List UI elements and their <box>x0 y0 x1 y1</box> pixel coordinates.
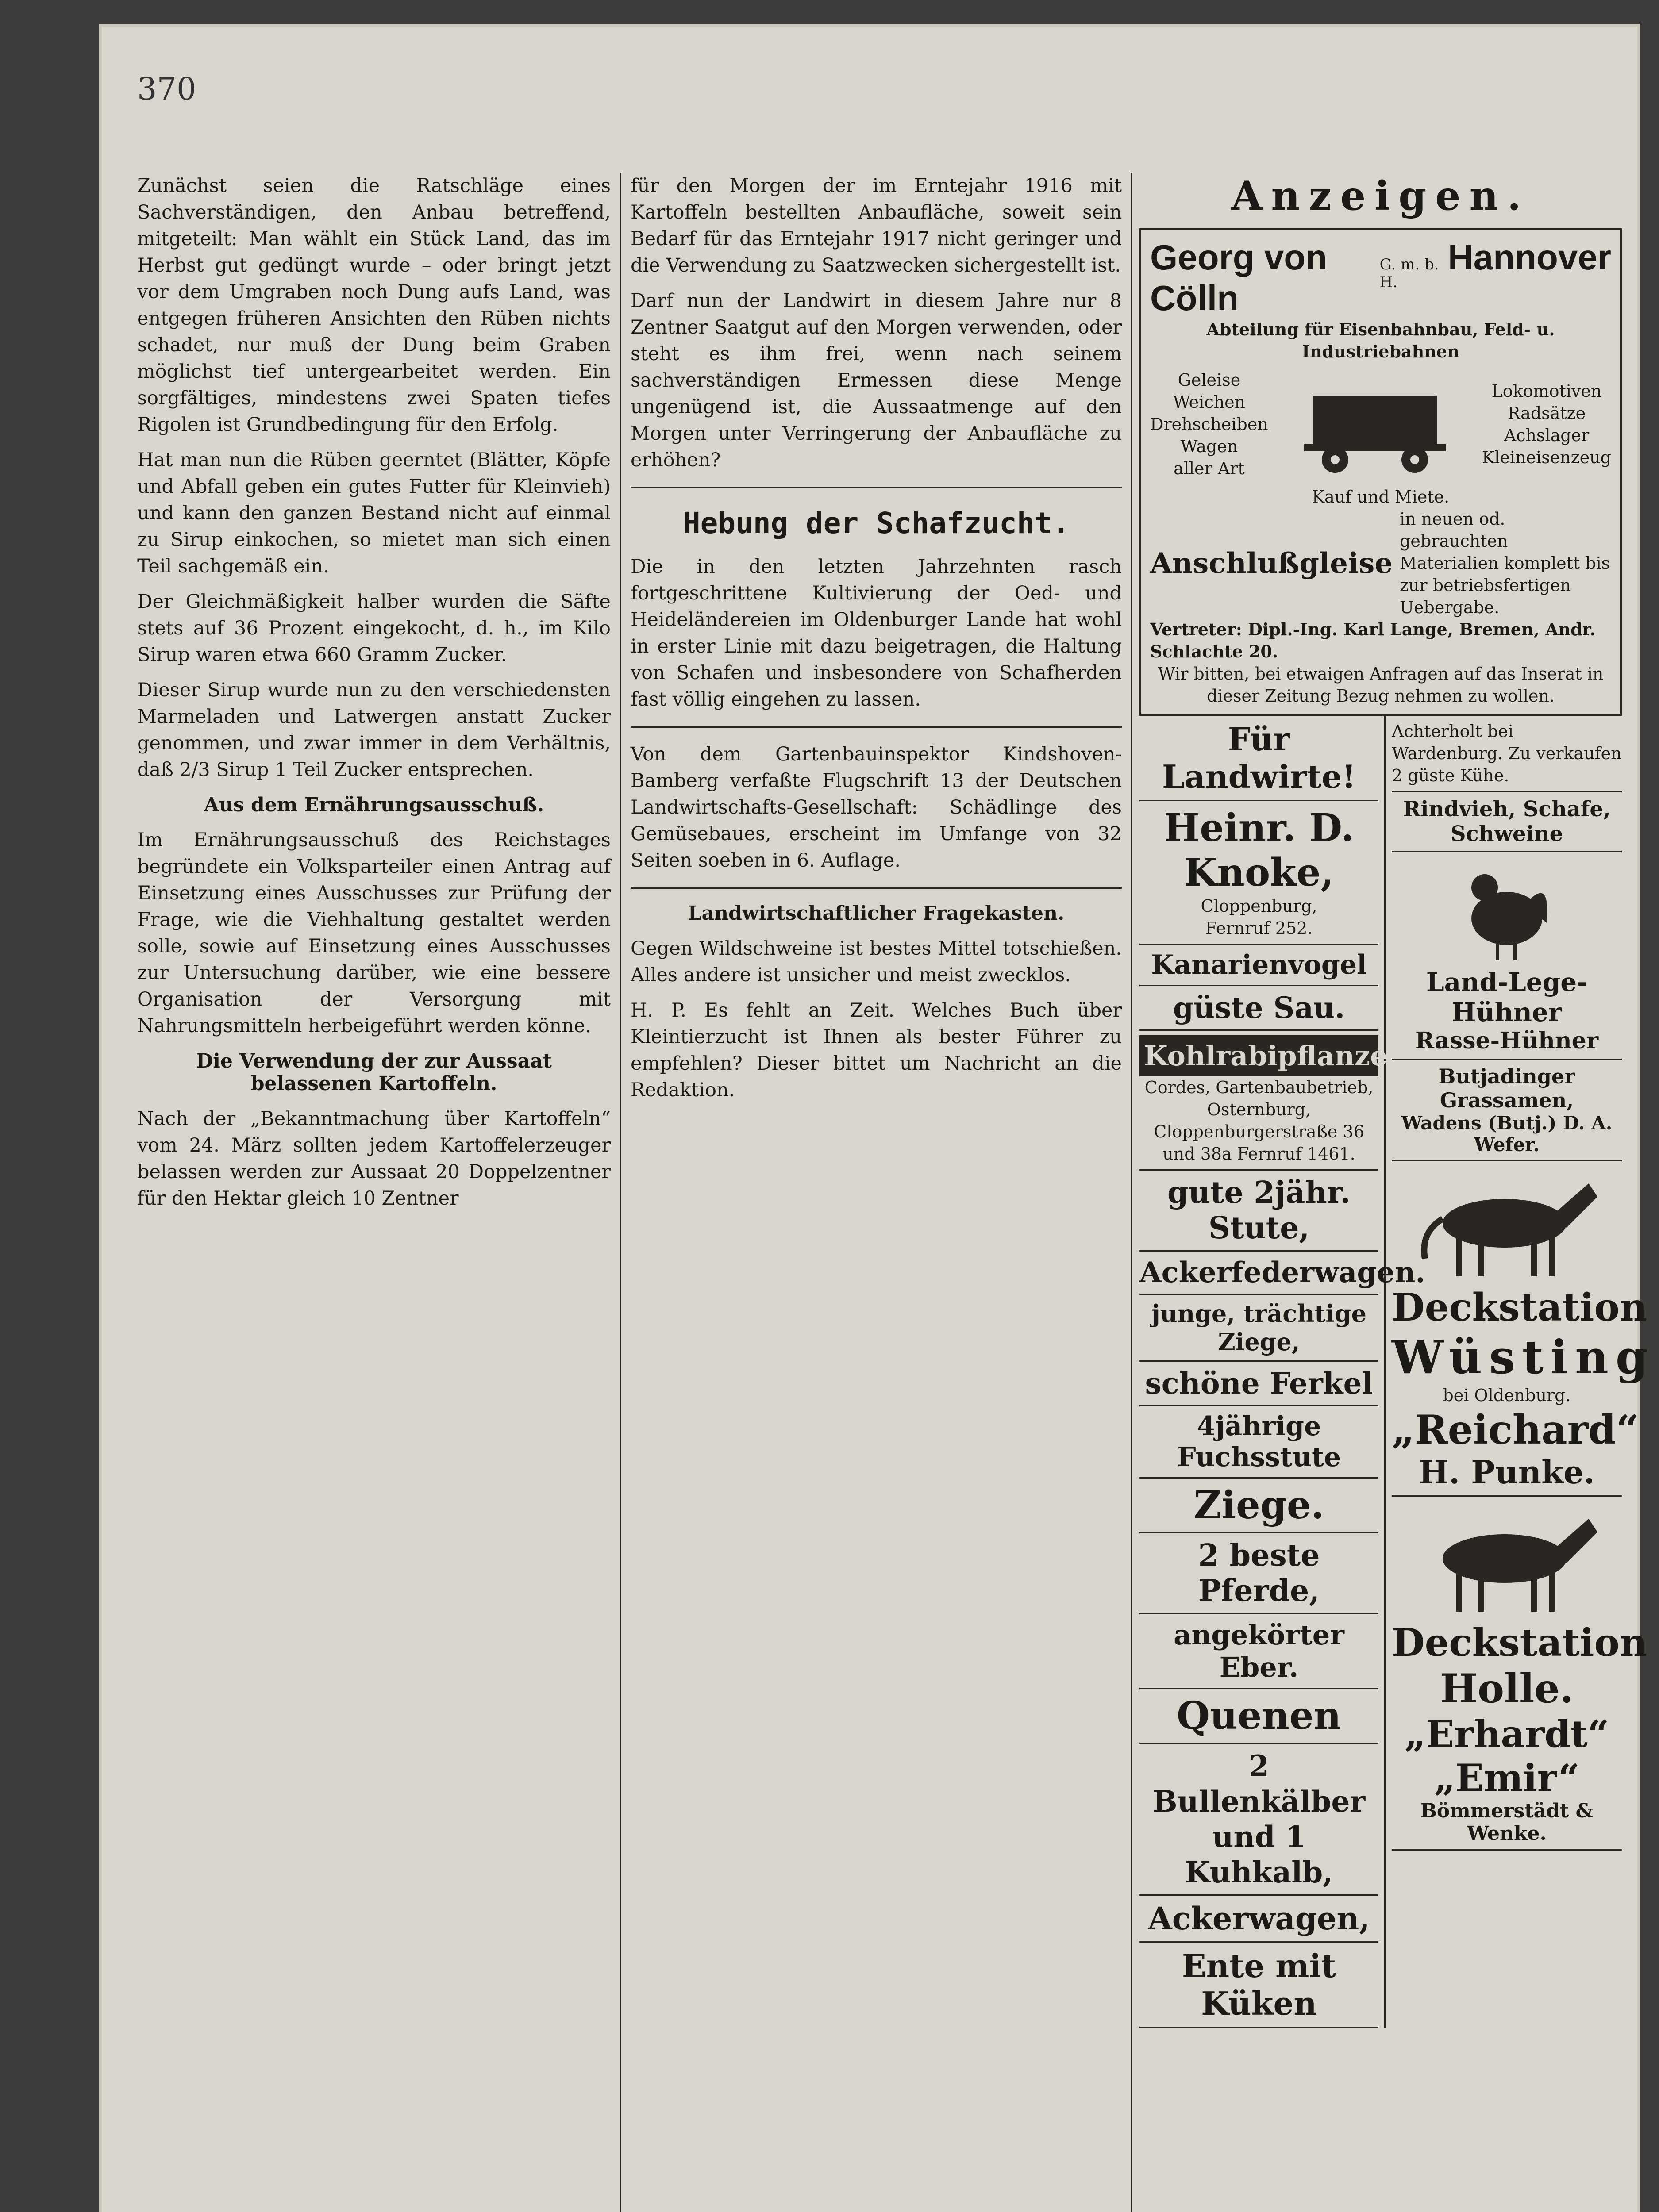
list-item: Wagen <box>1180 437 1238 456</box>
column-1 <box>137 173 611 1221</box>
ad <box>1139 945 1378 986</box>
company-city: Hannover <box>1448 238 1611 277</box>
ad-text: Bömmerstädt & Wenke. <box>1420 1800 1594 1845</box>
ad-heading: Rindvieh, Schafe, Schweine <box>1403 797 1611 846</box>
ad-text: Wadens (Butj.) D. A. Wefer. <box>1401 1112 1613 1156</box>
ad-text: Cloppenburg, <box>1201 896 1317 916</box>
ad <box>1392 852 1622 1060</box>
ad <box>1139 1614 1378 1689</box>
rooster-illustration <box>1458 861 1555 963</box>
divider <box>631 487 1122 488</box>
ad-heading: Deckstation <box>1392 1621 1647 1665</box>
article-paragraph: für den Morgen der im Erntejahr 1916 mit Kartoffeln bestellten Anbaufläche, soweit sein Bedarf für das Erntejahr 1917 nicht geringer und die Verwendung zu Saatzwecken sichergestellt ist. <box>631 175 1122 276</box>
article-paragraph: Darf nun der Landwirt in diesem Jahre nur 8 Zentner Saatgut auf den Morgen verwenden, oder steht es ihm frei, wenn nach seinem sachverständigen Ermessen diese Menge ungenügend ist, die Aussaatmenge auf den Morgen unter Verringerung der Anbaufläche zu erhöhen? <box>631 290 1122 471</box>
ad <box>1139 1295 1378 1362</box>
ad-heading: güste Sau. <box>1173 991 1345 1025</box>
ad-heading: junge, trächtige Ziege, <box>1151 1299 1366 1356</box>
ad <box>1139 1031 1408 1171</box>
ad <box>1139 1252 1425 1295</box>
horse-illustration <box>1403 1170 1611 1281</box>
company-name: Georg von Cölln <box>1150 238 1328 318</box>
ad <box>1392 1060 1622 1161</box>
ad <box>1392 1161 1655 1497</box>
ad <box>1139 1479 1378 1533</box>
ad-georg-von-coelln <box>1139 228 1622 716</box>
article-paragraph: Nach der „Bekanntmachung über Kartoffeln“ vom 24. März sollten jedem Kartoffelerzeuger belassen werden zur Aussaat 20 Doppelzentner für den Hektar gleich 10 Zentner <box>137 1108 611 1210</box>
ad-heading: Kohlrabipflanzen <box>1139 1035 1378 1076</box>
right-item-list <box>1482 380 1611 469</box>
ad-text: Cordes, Gartenbaubetrieb, Osternburg, Cloppenburgerstraße 36 und 38a Fernruf 1461. <box>1144 1078 1374 1164</box>
article-paragraph: Hat man nun die Rüben geerntet (Blätter, Köpfe und Abfall geben ein gutes Futter für Kleinvieh) und kann den ganzen Bestand nicht auf einmal zu Sirup einkochen, so mietet man sich einen Teil sachgemäß ein. <box>137 449 611 577</box>
ad <box>1139 1744 1378 1896</box>
article-paragraph: Der Gleichmäßigkeit halber wurden die Säfte stets auf 36 Prozent eingekocht, d. h., im Kilo Sirup waren etwa 660 Gramm Zucker. <box>137 591 611 666</box>
article-paragraph: Dieser Sirup wurde nun zu den verschiedensten Marmeladen und Latwergen anstatt Zucker genommen, und zwar immer in dem Verhältnis, daß 2/3 Sirup 1 Teil Zucker entsprechen. <box>137 679 611 781</box>
ad <box>1139 801 1378 945</box>
list-item: Kleineisenzeug <box>1482 448 1611 467</box>
ad-heading: Wüsting <box>1392 1330 1655 1384</box>
ad <box>1139 1533 1378 1614</box>
article-paragraph: Zunächst seien die Ratschläge eines Sachverständigen, den Anbau betreffend, mitgeteilt: Man wählt ein Stück Land, das im Herbst gut gedüngt wurde – oder bringt jetzt vor dem Umgraben noch Dung aufs Land, was entgegen früheren Ansichten den Rüben nichts schadet, nur muß der Dung beim Graben möglichst tief untergearbeitet werden. Ein sorgfältiges, mindestens zwei Spaten tiefes Rigolen ist Grundbedingung für den Erfolg. <box>137 175 611 436</box>
company-subtitle: Abteilung für Eisenbahnbau, Feld- u. Industriebahnen <box>1206 319 1555 361</box>
article-paragraph: Gegen Wildschweine ist bestes Mittel totschießen. Alles andere ist unsicher und meist zwecklos. <box>631 937 1122 986</box>
ad-heading: „Erhardt“ <box>1404 1712 1609 1756</box>
list-item: Drehscheiben <box>1150 415 1268 434</box>
ad-heading: schöne Ferkel <box>1145 1366 1373 1401</box>
list-item: aller Art <box>1174 459 1245 478</box>
ad-heading: Land-Lege-Hühner <box>1426 967 1588 1027</box>
ad-heading: Kanarienvogel <box>1151 949 1367 980</box>
column-2 <box>631 173 1122 1112</box>
column-rule <box>1131 173 1132 2212</box>
ad-heading: Rasse-Hühner <box>1415 1027 1599 1054</box>
ad <box>1139 1406 1378 1479</box>
ad-heading: 2 beste Pferde, <box>1198 1538 1320 1609</box>
ad-heading: 4jährige Fuchsstute <box>1177 1411 1341 1473</box>
list-item: Weichen <box>1173 392 1246 412</box>
ad <box>1139 1171 1378 1252</box>
ad-heading: Ente mit Küken <box>1182 1947 1336 2022</box>
section-heading: Die Verwendung der zur Aussaat belassenen Kartoffeln. <box>196 1050 552 1095</box>
ad-heading: angekörter Eber. <box>1174 1619 1344 1683</box>
ad-heading: Für Landwirte! <box>1162 720 1356 795</box>
ad-heading: Deckstation <box>1392 1285 1647 1330</box>
ad <box>1139 1689 1378 1744</box>
divider <box>631 726 1122 728</box>
horse-illustration <box>1403 1505 1611 1616</box>
ad-heading: Quenen <box>1177 1694 1341 1738</box>
ad <box>1392 1497 1647 1851</box>
section-heading: Aus dem Ernährungsausschuß. <box>204 794 544 816</box>
ad-heading: Heinr. D. Knoke, <box>1164 806 1354 895</box>
ad-heading: „Emir“ <box>1434 1756 1580 1800</box>
ad-heading: „Reichard“ <box>1392 1406 1639 1453</box>
ad-heading: Ackerwagen, <box>1148 1900 1370 1937</box>
section-heading: Landwirtschaftlicher Fragekasten. <box>688 902 1065 925</box>
ad <box>1139 1943 1378 2028</box>
ad-footer: Wir bitten, bei etwaigen Anfragen auf das Inserat in dieser Zeitung Bezug nehmen zu wollen. <box>1158 664 1604 706</box>
ad-heading: H. Punke. <box>1419 1453 1595 1491</box>
list-item: Radsätze <box>1507 403 1586 423</box>
left-item-list <box>1150 369 1268 480</box>
column-ads <box>1139 173 1655 2028</box>
ad <box>1139 1362 1378 1406</box>
article-heading: Hebung der Schafzucht. <box>682 506 1070 540</box>
ad <box>1392 792 1622 852</box>
rental-note: Kauf und Miete. <box>1312 487 1450 507</box>
anschluss-title: Anschlußgleise <box>1150 546 1393 580</box>
ad-heading: Holle. <box>1440 1665 1574 1712</box>
article-paragraph: Im Ernährungsausschuß des Reichstages begründete ein Volksparteiler einen Antrag auf Einsetzung eines Ausschusses zur Prüfung der Frage, wie die Viehhaltung gestaltet werden solle, sowie auf Einsetzung eines Ausschusses zur Untersuchung darüber, wie eine bessere Organisation der Versorgung mit Nahrungsmitteln herbeigeführt werden könne. <box>137 829 611 1037</box>
list-item: Lokomotiven <box>1491 381 1602 401</box>
column-rule <box>620 173 621 2212</box>
ad-heading: 2 Bullenkälber und 1 Kuhkalb, <box>1152 1749 1366 1889</box>
ads-split <box>1139 716 1655 2028</box>
ad-text: Fernruf 252. <box>1205 918 1313 938</box>
list-item: Geleise <box>1178 370 1241 390</box>
anschluss-text: in neuen od. gebrauchten Materialien komplett bis zur betriebsfertigen Uebergabe. <box>1400 509 1610 617</box>
ad <box>1139 986 1378 1031</box>
ad: Achterholt bei Wardenburg. Zu verkaufen 2 güste Kühe. <box>1392 716 1622 792</box>
page-number: 370 <box>137 71 196 107</box>
ad <box>1139 716 1378 801</box>
railcar-illustration <box>1295 369 1455 480</box>
ad-text: bei Oldenburg. <box>1443 1386 1571 1405</box>
article-paragraph: Von dem Gartenbauinspektor Kindshoven-Bamberg verfaßte Flugschrift 13 der Deutschen Landwirtschafts-Gesellschaft: Schädlinge des Gemüsebaues, erscheint im Umfange von 32 Seiten soeben in 6. Auflage. <box>631 743 1122 872</box>
article-paragraph: H. P. Es fehlt an Zeit. Welches Buch über Kleintierzucht ist Ihnen als bester Führer zu empfehlen? Dieser bittet um Nachricht an die Redaktion. <box>631 999 1122 1101</box>
newspaper-page <box>102 27 1655 2212</box>
list-item: Achslager <box>1504 426 1590 445</box>
ads-left <box>1139 716 1425 2028</box>
article-paragraph: Die in den letzten Jahrzehnten rasch fortgeschrittene Kultivierung der Oed- und Heideländereien im Oldenburger Lande hat wohl in erster Linie mit dazu beigetragen, die Haltung von Schafen und insbesondere von Schafherden fast völlig eingehen zu lassen. <box>631 556 1122 710</box>
ad-heading: gute 2jähr. Stute, <box>1167 1175 1351 1246</box>
ads-title: Anzeigen. <box>1231 173 1530 219</box>
ad-heading: Butjadinger Grassamen, <box>1438 1064 1575 1112</box>
ad <box>1139 1896 1378 1943</box>
company-suffix: G. m. b. H. <box>1379 256 1439 291</box>
representative: Vertreter: Dipl.-Ing. Karl Lange, Bremen, Andr. Schlachte 20. <box>1150 619 1596 661</box>
ad-heading: Ziege. <box>1193 1483 1324 1528</box>
ads-right <box>1386 716 1655 2028</box>
divider <box>631 887 1122 889</box>
ad-heading: Ackerfederwagen. <box>1139 1256 1425 1289</box>
